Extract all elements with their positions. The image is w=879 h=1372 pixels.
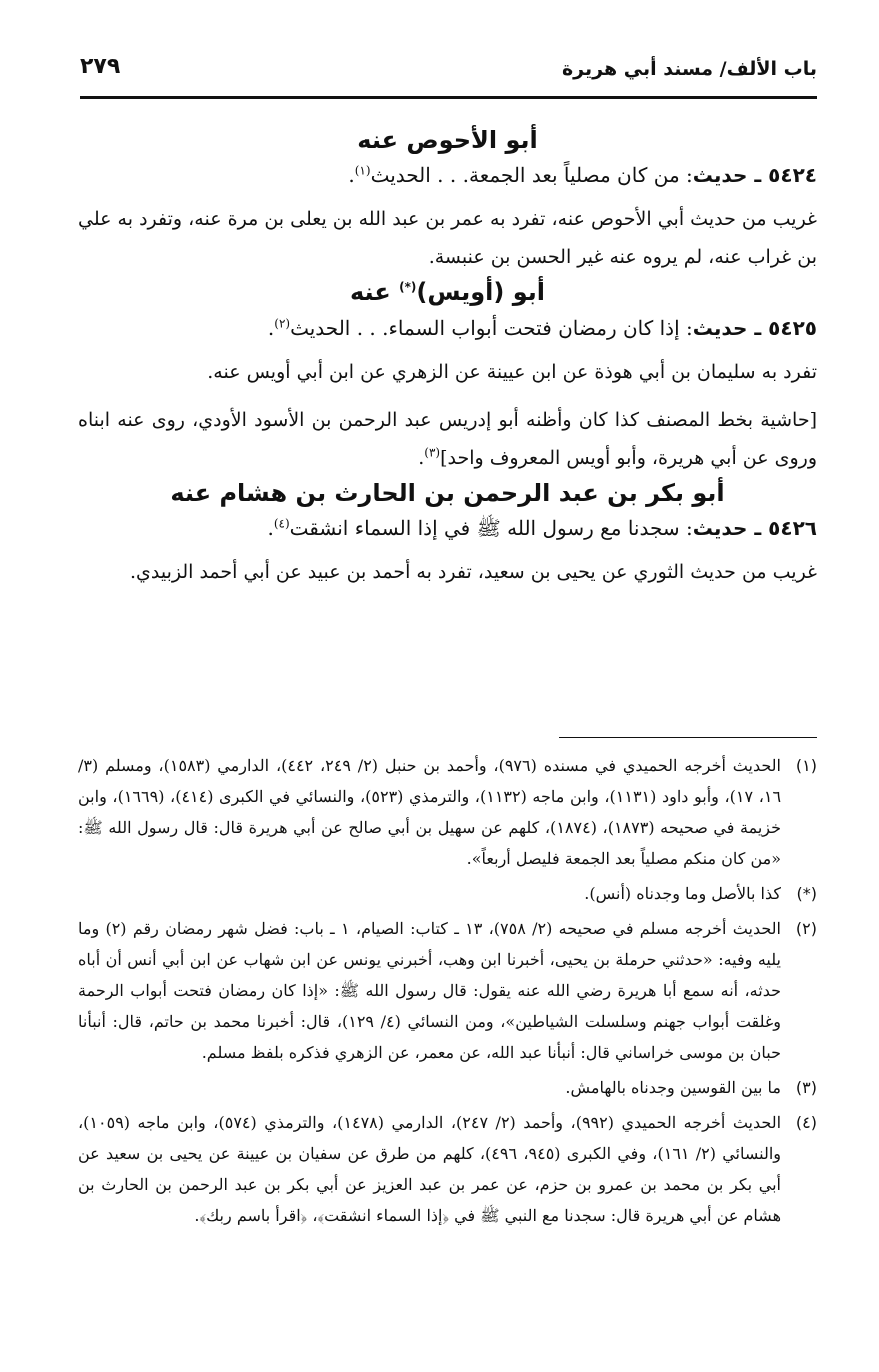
hadith-end: . <box>267 315 275 340</box>
footnote-text: الحديث أخرجه الحميدي (٩٩٢)، وأحمد (٢/ ٢٤٧)، الدارمي (١٤٧٨)، والترمذي (٥٧٤)، وابن ماجه (١٠٥٩)، والنسائي (٢/ ١٦١)، وفي الكبرى (٩٤٥، ٤٩٦)، كلهم من طرق عن سفيان بن عيينة عن يحيى بن سعيد عن أبي بكر بن محمد بن عمرو بن حزم، عن عمر بن عبد العزيز عن أبي بكر بن عبد الرحمن بن الحارث بن هشام عن أبي هريرة قال: سجدنا مع النبي ﷺ في ﴿إذا السماء انشقت﴾، ﴿اقرأ باسم ربك﴾. <box>78 1113 782 1225</box>
footnote-text: كذا بالأصل وما وجدناه (أنس). <box>584 884 781 903</box>
hadith-label: ٥٤٢٦ ـ حديث <box>692 516 817 541</box>
footnote-number: (٣) <box>795 1078 817 1097</box>
hadith-text: : إذا كان رمضان فتحت أبواب السماء. . . الحديث <box>290 315 693 340</box>
footnotes <box>78 750 817 1235</box>
footnote-number: (*) <box>796 884 817 903</box>
margin-note <box>78 401 817 477</box>
heading-text: أبو (أويس) <box>416 278 546 307</box>
note-end: . <box>418 446 425 469</box>
footnote-ref: (٤) <box>273 516 290 531</box>
footnote-text: ما بين القوسين وجدناه بالهامش. <box>565 1078 781 1097</box>
hadith-label: ٥٤٢٤ ـ حديث <box>692 163 817 188</box>
footnote-ref: (٣) <box>424 445 441 460</box>
section-heading: أبو بكر بن عبد الرحمن بن الحارث بن هشام عنه <box>170 478 725 507</box>
footnote <box>78 913 817 1068</box>
hadith-entry <box>78 156 817 194</box>
footnote-separator <box>559 737 817 738</box>
footnote-number: (١) <box>795 756 817 775</box>
footnote-number: (٢) <box>795 919 817 938</box>
footnote-ref: (٢) <box>274 316 291 331</box>
commentary-paragraph: غريب من حديث أبي الأحوص عنه، تفرد به عمر بن عبد الله بن يعلى بن مرة عنه، وتفرد به علي بن غراب عنه، لم يروه عنه غير الحسن بن عنبسة. <box>78 208 817 269</box>
footnote <box>78 1107 817 1231</box>
hadith-text: : سجدنا مع رسول الله ﷺ في إذا السماء انشقت <box>289 516 693 541</box>
footnote-text: الحديث أخرجه الحميدي في مسنده (٩٧٦)، وأحمد بن حنبل (٢/ ٢٤٩، ٤٤٢)، الدارمي (١٥٨٣)، ومسلم (٣/ ١٦، ١٧)، وأبو داود (١١٣١)، وابن ماجه (١١٣٢)، والترمذي (٥٢٣)، والنسائي في الكبرى (٤١٤)، (١٦٦٩)، وابن خزيمة في صحيحه (١٨٧٣)، (١٨٧٤)، كلهم عن سهيل بن أبي صالح عن أبي هريرة قال: قال رسول الله ﷺ: «من كان منكم مصلياً بعد الجمعة فليصل أربعاً». <box>78 756 782 868</box>
footnote-number: (٤) <box>795 1113 817 1132</box>
hadith-end: . <box>348 163 355 188</box>
footnote <box>78 878 817 909</box>
margin-note-text: [حاشية بخط المصنف كذا كان وأظنه أبو إدريس عبد الرحمن بن الأسود الأودي، روى عنه ابناه وروى عن أبي هريرة، وأبو أويس المعروف واحد] <box>78 408 817 469</box>
hadith-entry <box>78 509 817 547</box>
page-number: ٢٧٩ <box>80 54 121 79</box>
hadith-label: ٥٤٢٥ ـ حديث <box>692 315 817 340</box>
running-title: باب الألف/ مسند أبي هريرة <box>561 58 817 80</box>
footnote <box>78 750 817 874</box>
footnote-ref: (١) <box>354 163 371 178</box>
hadith-end: . <box>267 516 274 541</box>
footnote-text: الحديث أخرجه مسلم في صحيحه (٢/ ٧٥٨)، ١٣ ـ كتاب: الصيام، ١ ـ باب: فضل شهر رمضان رقم (٢) وما يليه وفيه: «حدثني حرملة بن يحيى، أخبرنا ابن وهب، أخبرني يونس عن ابن شهاب عن ابن أبي أنس أن أباه حدثه، أنه سمع أبا هريرة رضي الله عنه يقول: قال رسول الله ﷺ: «إذا كان رمضان فتحت أبواب الرحمة وغلقت أبواب جهنم وسلسلت الشياطين»، ومن النسائي (٤/ ١٢٩)، قال: أخبرنا محمد بن حاتم، قال: أنبأنا حبان بن موسى خراساني قال: أنبأنا عبد الله، عن معمر، عن الزهري فذكره بلفظ مسلم. <box>78 919 782 1062</box>
section-heading <box>78 276 817 308</box>
footnote-ref: (*) <box>399 280 417 295</box>
footnote <box>78 1072 817 1103</box>
commentary-paragraph: تفرد به سليمان بن أبي هوذة عن ابن عيينة عن الزهري عن ابن أبي أويس عنه. <box>207 360 817 383</box>
heading-end: عنه <box>349 278 400 307</box>
section-heading: أبو الأحوص عنه <box>357 126 538 154</box>
main-text <box>78 124 817 591</box>
hadith-text: : من كان مصلياً بعد الجمعة. . . الحديث <box>370 163 693 188</box>
commentary-paragraph: غريب من حديث الثوري عن يحيى بن سعيد، تفرد به أحمد بن عبيد عن أبي أحمد الزبيدي. <box>129 561 817 584</box>
hadith-entry <box>78 309 817 347</box>
running-header <box>80 50 817 99</box>
